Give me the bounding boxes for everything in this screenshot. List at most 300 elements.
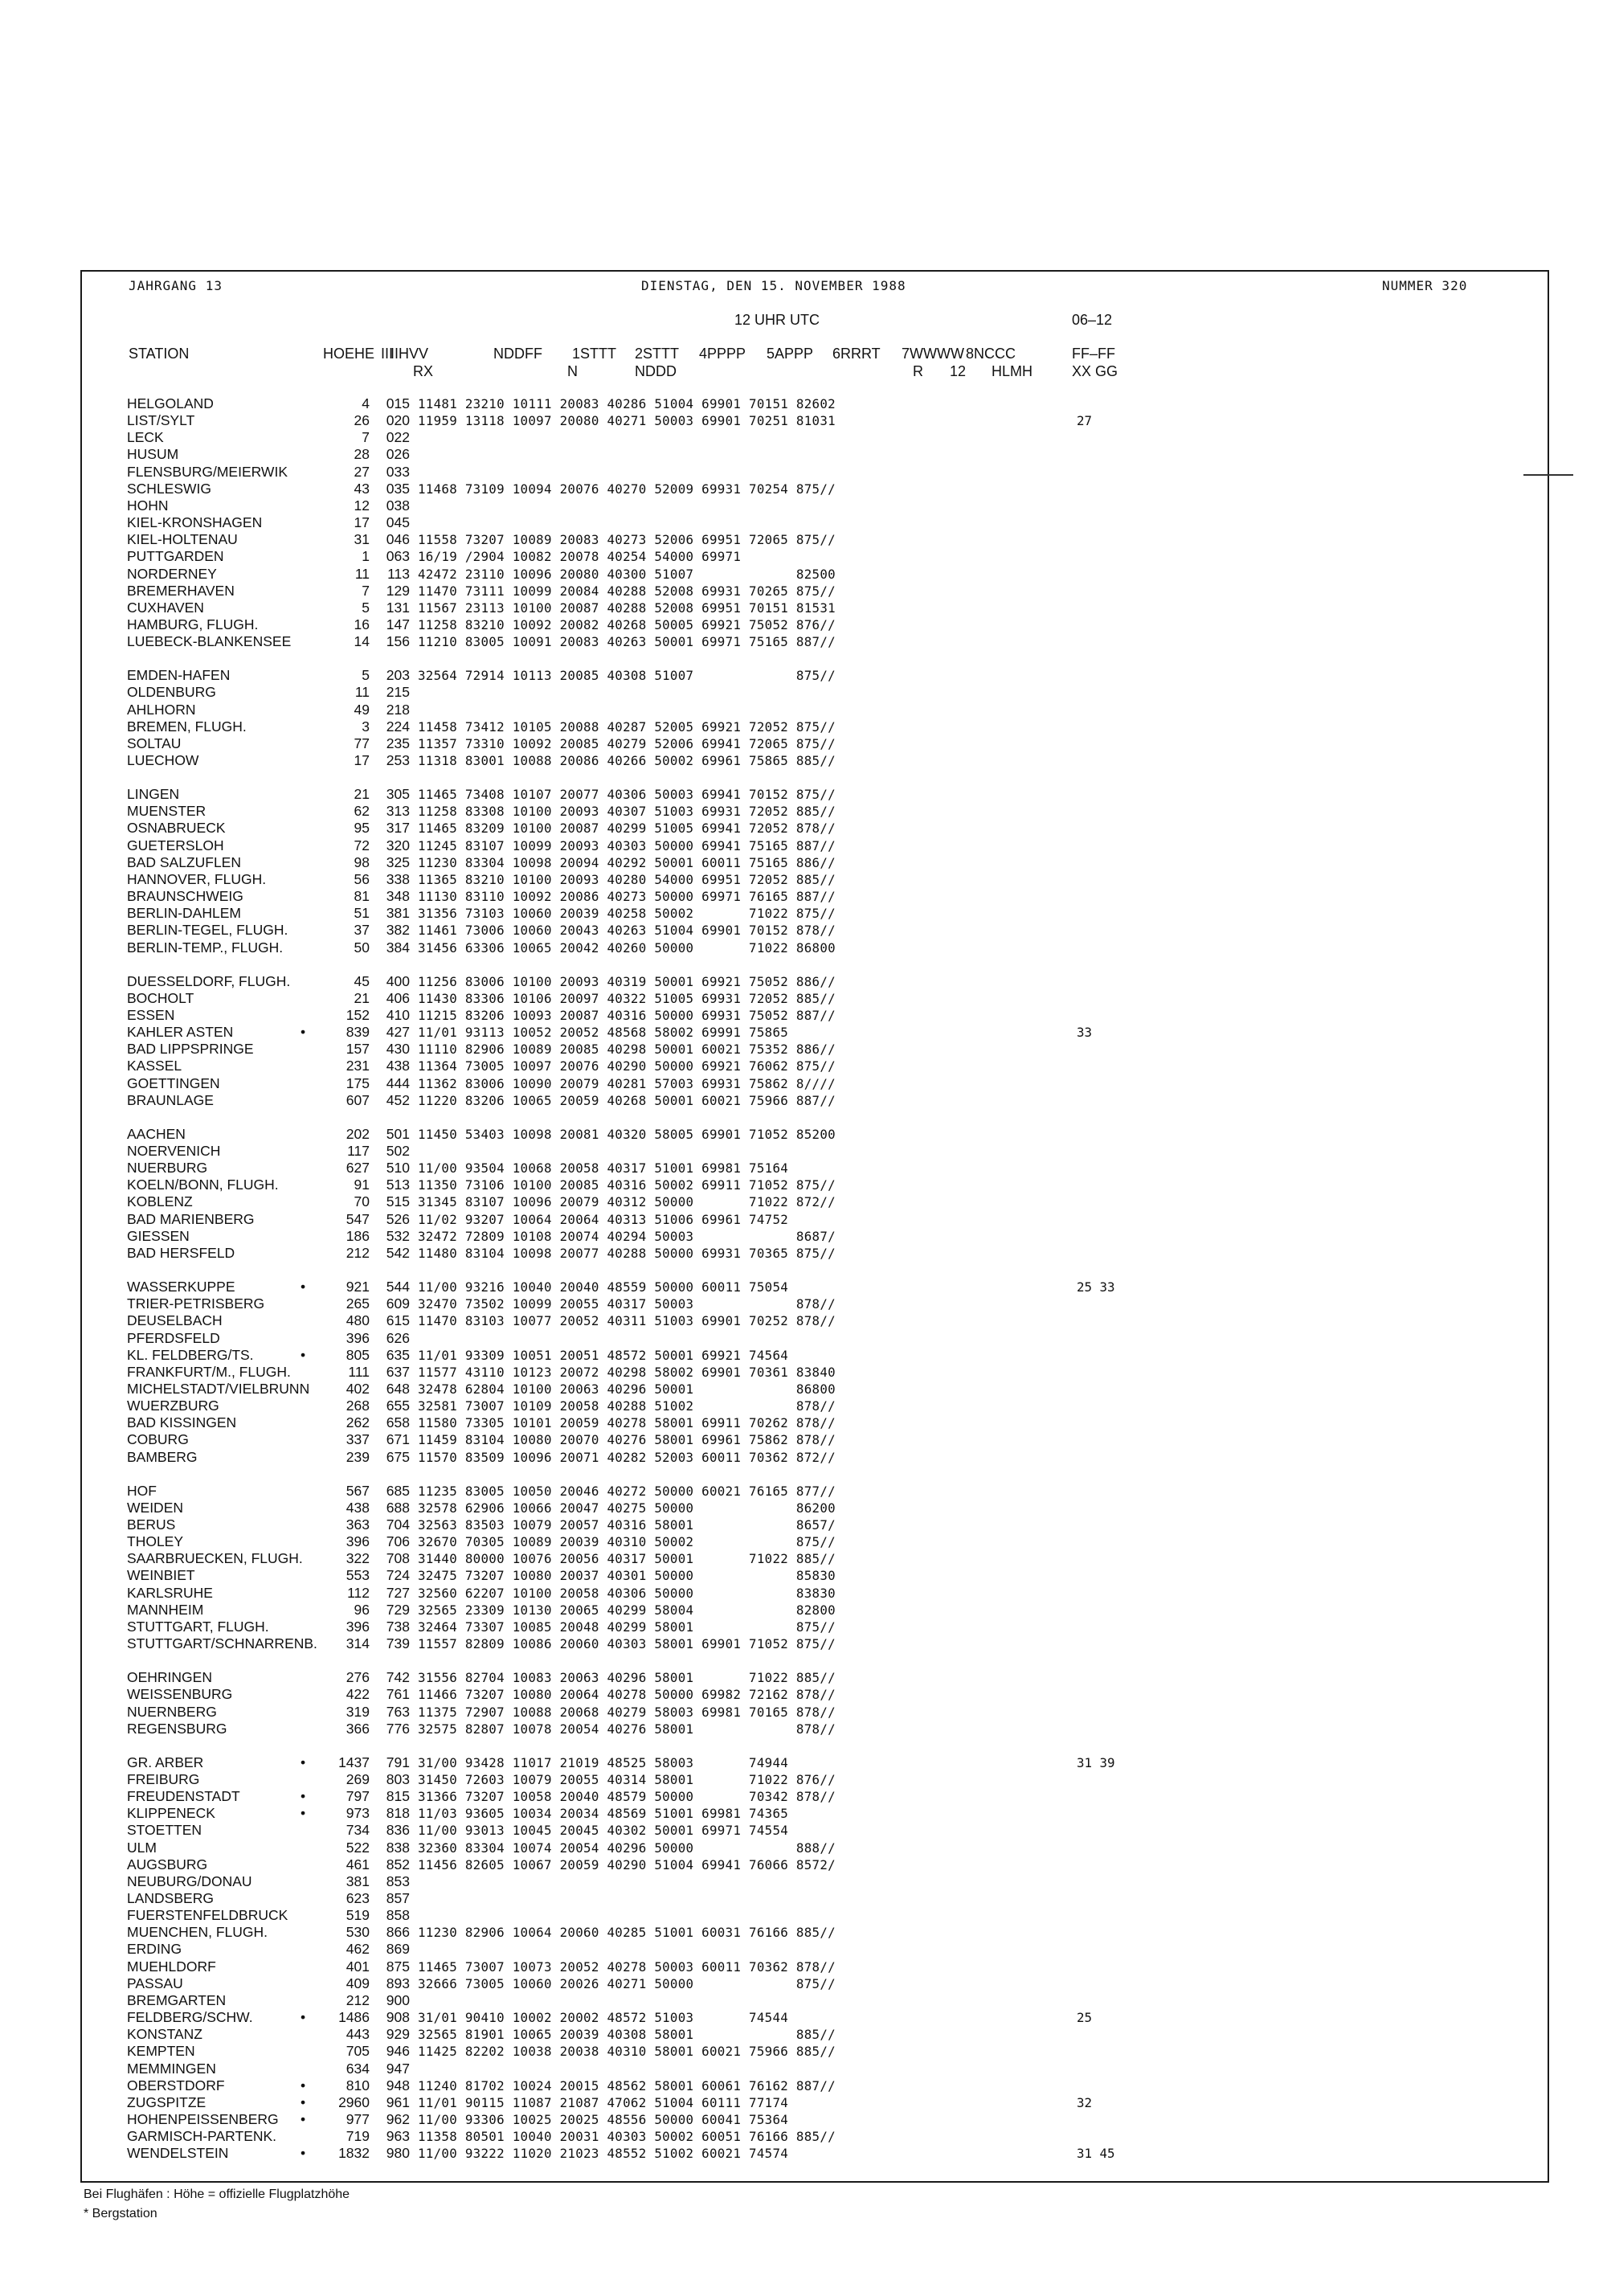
station-id: 671 [386, 1431, 410, 1448]
station-id: 727 [386, 1584, 410, 1601]
station-id: 510 [386, 1160, 410, 1177]
station-height: 402 [346, 1380, 370, 1397]
synop-data: 31556 82704 10083 20063 40296 58001 71022 885// [418, 1670, 836, 1686]
station-name: HOHN [127, 497, 169, 514]
mountain-station-marker-icon: • [301, 1754, 306, 1770]
synop-data: 11450 53403 10098 20081 40320 58005 69901 71052 85200 [418, 1126, 836, 1142]
station-id: 729 [386, 1601, 410, 1618]
column-header: 1STTT [572, 346, 617, 362]
station-name: GIESSEN [127, 1227, 190, 1244]
station-height: 95 [354, 820, 370, 837]
synop-data: 11240 81702 10024 20015 48562 58001 60061 76162 887// [418, 2077, 836, 2093]
station-height: 186 [346, 1227, 370, 1244]
station-height: 839 [346, 1024, 370, 1041]
station-height: 212 [346, 1991, 370, 2008]
station-height: 522 [346, 1839, 370, 1856]
station-name: WENDELSTEIN [127, 2145, 229, 2162]
footnote-mountain: * Bergstation [84, 2207, 157, 2220]
station-name: KONSTANZ [127, 2026, 202, 2043]
station-id: 685 [386, 1482, 410, 1499]
station-height: 1437 [338, 1754, 370, 1770]
station-height: 111 [348, 1363, 370, 1380]
station-height: 519 [346, 1907, 370, 1924]
station-id: 410 [386, 1006, 410, 1023]
station-height: 231 [346, 1058, 370, 1074]
synop-data: 11459 83104 10080 20070 40276 58001 69961 75862 878// [418, 1432, 836, 1448]
column-header: 7WWWW [902, 346, 964, 362]
station-name: KARLSRUHE [127, 1584, 213, 1601]
station-id: 384 [386, 939, 410, 956]
station-height: 547 [346, 1210, 370, 1227]
mountain-station-marker-icon: • [301, 2009, 306, 2026]
station-id: 738 [386, 1618, 410, 1635]
synop-data: 11456 82605 10067 20059 40290 51004 69941 76066 8572/ [418, 1856, 836, 1872]
station-name: HAMBURG, FLUGH. [127, 616, 259, 632]
station-id: 015 [386, 395, 410, 411]
station-height: 175 [346, 1074, 370, 1091]
synop-data: 11350 73106 10100 20085 40316 50002 69911 71052 875// [418, 1177, 836, 1193]
station-name: WASSERKUPPE [127, 1279, 235, 1295]
station-id: 218 [386, 701, 410, 718]
synop-data: 31356 73103 10060 20039 40258 50002 71022 875// [418, 906, 836, 922]
station-id: 452 [386, 1091, 410, 1108]
station-id: 526 [386, 1210, 410, 1227]
station-id: 320 [386, 837, 410, 853]
station-id: 430 [386, 1041, 410, 1058]
station-height: 734 [346, 1822, 370, 1839]
station-name: GR. ARBER [127, 1754, 204, 1770]
synop-data: 11580 73305 10101 20059 40278 58001 69911 70262 878// [418, 1415, 836, 1431]
station-height: 5 [362, 667, 370, 684]
mountain-station-marker-icon: • [301, 1024, 306, 1041]
station-height: 43 [354, 480, 370, 497]
mountain-station-marker-icon: • [301, 2145, 306, 2162]
station-height: 797 [346, 1788, 370, 1805]
column-header: 5APPP [767, 346, 814, 362]
station-height: 28 [354, 446, 370, 463]
station-name: MEMMINGEN [127, 2060, 216, 2077]
station-height: 1832 [338, 2145, 370, 2162]
station-height: 81 [354, 888, 370, 905]
station-id: 818 [386, 1805, 410, 1822]
station-name: PASSAU [127, 1975, 183, 1991]
synop-data: 32478 62804 10100 20063 40296 50001 86800 [418, 1381, 836, 1397]
station-name: KEMPTEN [127, 2043, 195, 2060]
station-height: 462 [346, 1941, 370, 1958]
synop-data: 32564 72914 10113 20085 40308 51007 875// [418, 668, 836, 684]
station-id: 963 [386, 2128, 410, 2145]
station-id: 875 [386, 1958, 410, 1975]
station-name: BAD MARIENBERG [127, 1210, 255, 1227]
station-name: FUERSTENFELDBRUCK [127, 1907, 288, 1924]
station-height: 269 [346, 1770, 370, 1787]
station-id: 803 [386, 1770, 410, 1787]
station-id: 658 [386, 1414, 410, 1431]
synop-data: 11/00 93013 10045 20045 40302 50001 69971 74554 [418, 1823, 789, 1839]
station-name: MUEHLDORF [127, 1958, 216, 1975]
station-id: 763 [386, 1703, 410, 1720]
synop-data: 32472 72809 10108 20074 40294 50003 8687/ [418, 1228, 836, 1244]
station-name: SAARBRUECKEN, FLUGH. [127, 1550, 303, 1567]
station-name: BERUS [127, 1516, 176, 1533]
station-height: 12 [354, 497, 370, 514]
synop-data: 32475 73207 10080 20037 40301 50000 85830 [418, 1568, 836, 1584]
station-id: 501 [386, 1125, 410, 1142]
synop-data: 11470 73111 10099 20084 40288 52008 69931 70265 875// [418, 583, 836, 599]
station-name: STOETTEN [127, 1822, 202, 1839]
synop-data: 11130 83110 10092 20086 40273 50000 69971 76165 887// [418, 889, 836, 905]
synop-data: 11458 73412 10105 20088 40287 52005 69921 72052 875// [418, 718, 836, 735]
station-name: BRAUNLAGE [127, 1091, 214, 1108]
station-height: 363 [346, 1516, 370, 1533]
sub-nddd: NDDD [635, 363, 677, 379]
synop-data: 11558 73207 10089 20083 40273 52006 69951 72065 875// [418, 532, 836, 548]
station-height: 62 [354, 803, 370, 820]
station-id: 742 [386, 1669, 410, 1686]
station-id: 253 [386, 752, 410, 768]
station-height: 96 [354, 1601, 370, 1618]
station-id: 791 [386, 1754, 410, 1770]
station-id: 815 [386, 1788, 410, 1805]
mountain-station-marker-icon: • [301, 1346, 306, 1363]
synop-data: 31440 80000 10076 20056 40317 50001 71022 885// [418, 1551, 836, 1567]
synop-data: 11/02 93207 10064 20064 40313 51006 69961 74752 [418, 1211, 789, 1227]
extra-values: 31 39 [1077, 1754, 1115, 1770]
station-name: HOHENPEISSENBERG [127, 2110, 279, 2127]
synop-data: 11567 23113 10100 20087 40288 52008 69951 70151 81531 [418, 600, 836, 616]
station-id: 045 [386, 514, 410, 531]
synop-data: 32581 73007 10109 20058 40288 51002 878// [418, 1398, 836, 1414]
station-height: 262 [346, 1414, 370, 1431]
synop-data: 11365 83210 10100 20093 40280 54000 69951 72052 885// [418, 871, 836, 887]
station-height: 422 [346, 1686, 370, 1703]
station-name: AACHEN [127, 1125, 186, 1142]
station-height: 4 [362, 395, 370, 411]
station-id: 908 [386, 2009, 410, 2026]
synop-data: 11230 82906 10064 20060 40285 51001 60031 76166 885// [418, 1925, 836, 1941]
station-id: 838 [386, 1839, 410, 1856]
station-name: ERDING [127, 1941, 182, 1958]
synop-data: 31456 63306 10065 20042 40260 50000 71022 86800 [418, 939, 836, 956]
synop-data: 11358 80501 10040 20031 40303 50002 60051 76166 885// [418, 2129, 836, 2145]
station-height: 265 [346, 1295, 370, 1312]
station-name: KIEL-KRONSHAGEN [127, 514, 263, 531]
column-header: 2STTT [635, 346, 680, 362]
sub-xxgg: XX GG [1072, 363, 1118, 379]
station-height: 50 [354, 939, 370, 956]
column-header: 8NCCC [966, 346, 1016, 362]
station-height: 239 [346, 1448, 370, 1465]
synop-data: 11357 73310 10092 20085 40279 52006 69941 72065 875// [418, 735, 836, 751]
station-name: SOLTAU [127, 735, 182, 751]
station-id: 836 [386, 1822, 410, 1839]
synop-data: 11235 83005 10050 20046 40272 50000 60021 76165 877// [418, 1483, 836, 1499]
station-name: ESSEN [127, 1006, 175, 1023]
station-height: 77 [354, 735, 370, 751]
station-height: 805 [346, 1346, 370, 1363]
station-height: 11 [354, 565, 370, 582]
station-height: 322 [346, 1550, 370, 1567]
station-id: 893 [386, 1975, 410, 1991]
station-height: 16 [354, 616, 370, 632]
station-height: 98 [354, 853, 370, 870]
synop-data: 31450 72603 10079 20055 40314 58001 71022 876// [418, 1771, 836, 1787]
station-height: 810 [346, 2077, 370, 2093]
station-name: AHLHORN [127, 701, 196, 718]
station-height: 152 [346, 1006, 370, 1023]
station-id: 980 [386, 2145, 410, 2162]
station-height: 17 [354, 752, 370, 768]
station-height: 366 [346, 1720, 370, 1737]
station-name: KL. FELDBERG/TS. [127, 1346, 254, 1363]
synop-data: 42472 23110 10096 20080 40300 51007 82500 [418, 566, 836, 582]
station-id: 400 [386, 972, 410, 989]
station-id: 542 [386, 1244, 410, 1261]
station-name: MICHELSTADT/VIELBRUNN [127, 1380, 310, 1397]
station-height: 51 [354, 905, 370, 922]
station-id: 203 [386, 667, 410, 684]
sub-n: N [567, 363, 578, 379]
station-height: 977 [346, 2110, 370, 2127]
station-name: COBURG [127, 1431, 189, 1448]
synop-data: 31/01 90410 10002 20002 48572 51003 74544 [418, 2010, 789, 2026]
station-name: LANDSBERG [127, 1890, 214, 1906]
station-name: BERLIN-TEMP., FLUGH. [127, 939, 284, 956]
synop-data: 11/00 93504 10068 20058 40317 51001 69981 75164 [418, 1160, 789, 1177]
synop-data: 11375 72907 10088 20068 40279 58003 69981 70165 878// [418, 1704, 836, 1720]
synop-data: 11466 73207 10080 20064 40278 50000 69982 72162 878// [418, 1687, 836, 1703]
station-height: 396 [346, 1618, 370, 1635]
station-name: REGENSBURG [127, 1720, 227, 1737]
station-height: 276 [346, 1669, 370, 1686]
station-id: 020 [386, 412, 410, 429]
synop-data: 11/00 93216 10040 20040 48559 50000 60011 75054 [418, 1279, 789, 1295]
station-height: 401 [346, 1958, 370, 1975]
station-id: 961 [386, 2093, 410, 2110]
station-id: 532 [386, 1227, 410, 1244]
synop-data: 11220 83206 10065 20059 40268 50001 60021 75966 887// [418, 1092, 836, 1108]
station-height: 627 [346, 1160, 370, 1177]
synop-data: 11959 13118 10097 20080 40271 50003 69901 70251 81031 [418, 413, 836, 429]
station-height: 314 [346, 1635, 370, 1652]
station-height: 27 [354, 463, 370, 480]
synop-data: 11470 83103 10077 20052 40311 51003 69901 70252 878// [418, 1313, 836, 1329]
station-height: 623 [346, 1890, 370, 1906]
station-name: GOETTINGEN [127, 1074, 220, 1091]
station-id: 615 [386, 1312, 410, 1329]
station-name: BAMBERG [127, 1448, 198, 1465]
column-header: 6RRRT [832, 346, 881, 362]
station-id: 129 [386, 582, 410, 599]
station-id: 708 [386, 1550, 410, 1567]
station-id: 063 [386, 548, 410, 565]
extra-values: 25 33 [1077, 1279, 1115, 1295]
station-name: HUSUM [127, 446, 179, 463]
synop-data: 11210 83005 10091 20083 40263 50001 69971 75165 887// [418, 634, 836, 650]
station-name: LUEBECK-BLANKENSEE [127, 633, 292, 650]
synop-data: 11468 73109 10094 20076 40270 52009 69931 70254 875// [418, 481, 836, 497]
station-height: 56 [354, 870, 370, 887]
synop-data: 32470 73502 10099 20055 40317 50003 878// [418, 1296, 836, 1312]
sub-r: R [913, 363, 923, 379]
station-name: NEUBURG/DONAU [127, 1872, 252, 1889]
station-id: 947 [386, 2060, 410, 2077]
station-id: 035 [386, 480, 410, 497]
station-name: PFERDSFELD [127, 1329, 220, 1346]
station-height: 21 [354, 786, 370, 803]
synop-data: 11430 83306 10106 20097 40322 51005 69931 72052 885// [418, 990, 836, 1006]
synop-data: 32563 83503 10079 20057 40316 58001 8657/ [418, 1517, 836, 1533]
synop-data: 32670 70305 10089 20039 40310 50002 875// [418, 1534, 836, 1550]
station-name: KOBLENZ [127, 1193, 193, 1210]
station-height: 5 [362, 599, 370, 616]
station-name: BREMERHAVEN [127, 582, 235, 599]
station-name: HANNOVER, FLUGH. [127, 870, 267, 887]
synop-data: 32565 81901 10065 20039 40308 58001 885// [418, 2027, 836, 2043]
synop-data: 11461 73006 10060 20043 40263 51004 69901 70152 878// [418, 923, 836, 939]
synop-data: 11577 43110 10123 20072 40298 58002 69901 70361 83840 [418, 1364, 836, 1380]
station-id: 305 [386, 786, 410, 803]
synop-data: 32575 82807 10078 20054 40276 58001 878// [418, 1721, 836, 1737]
mountain-station-marker-icon: • [301, 2093, 306, 2110]
extra-values: 31 45 [1077, 2146, 1115, 2162]
station-height: 1486 [338, 2009, 370, 2026]
synop-data: 11/00 93222 11020 21023 48552 51002 60021 74574 [418, 2146, 789, 2162]
station-height: 438 [346, 1499, 370, 1516]
station-name: DEUSELBACH [127, 1312, 223, 1329]
station-header: STATION [129, 346, 190, 362]
synop-data: 11362 83006 10090 20079 40281 57003 69931 75862 8//// [418, 1075, 836, 1091]
station-name: LECK [127, 429, 164, 446]
footnote-airport: Bei Flughäfen : Höhe = offizielle Flugplatzhöhe [84, 2188, 350, 2201]
synop-data: 11/03 93605 10034 20034 48569 51001 69981 74365 [418, 1806, 789, 1822]
station-id: 382 [386, 922, 410, 939]
station-height: 45 [354, 972, 370, 989]
synop-data: 11258 83210 10092 20082 40268 50005 69921 75052 876// [418, 616, 836, 632]
station-height: 396 [346, 1533, 370, 1550]
station-name: BERLIN-TEGEL, FLUGH. [127, 922, 288, 939]
station-name: BREMEN, FLUGH. [127, 718, 247, 735]
station-height: 607 [346, 1091, 370, 1108]
mountain-station-marker-icon: • [301, 2110, 306, 2127]
station-name: BAD SALZUFLEN [127, 853, 241, 870]
synop-data: 11480 83104 10098 20077 40288 50000 69931 70365 875// [418, 1245, 836, 1261]
synop-data: 32578 62906 10066 20047 40275 50000 86200 [418, 1500, 836, 1516]
station-id: 338 [386, 870, 410, 887]
nummer-label: NUMMER 320 [1382, 278, 1468, 293]
station-name: KOELN/BONN, FLUGH. [127, 1177, 279, 1193]
synop-data: 32560 62207 10100 20058 40306 50000 83830 [418, 1585, 836, 1601]
station-id: 776 [386, 1720, 410, 1737]
station-id: 544 [386, 1279, 410, 1295]
synop-data: 11364 73005 10097 20076 40290 50000 69921 76062 875// [418, 1058, 836, 1074]
margin-mark [1523, 474, 1573, 476]
station-id: 948 [386, 2077, 410, 2093]
station-height: 21 [354, 989, 370, 1006]
station-id: 038 [386, 497, 410, 514]
station-id: 325 [386, 853, 410, 870]
ff-header: FF–FF [1072, 346, 1115, 362]
station-id: 688 [386, 1499, 410, 1516]
station-id: 704 [386, 1516, 410, 1533]
station-name: MUENSTER [127, 803, 206, 820]
mountain-station-marker-icon: • [301, 2077, 306, 2093]
station-name: MANNHEIM [127, 1601, 204, 1618]
iii-header: III [381, 346, 394, 362]
station-height: 7 [362, 582, 370, 599]
hoehe-header: HOEHE [323, 346, 375, 362]
column-header: IIHVV [391, 346, 429, 362]
station-name: OEHRINGEN [127, 1669, 212, 1686]
station-name: WEIDEN [127, 1499, 183, 1516]
synop-data: 11245 83107 10099 20093 40303 50000 69941 75165 887// [418, 837, 836, 853]
station-height: 72 [354, 837, 370, 853]
column-header: 4PPPP [699, 346, 746, 362]
synop-data: 11465 73007 10073 20052 40278 50003 60011 70362 878// [418, 1958, 836, 1975]
station-name: BOCHOLT [127, 989, 194, 1006]
synop-data: 11570 83509 10096 20071 40282 52003 60011 70362 872// [418, 1449, 836, 1465]
station-name: FRANKFURT/M., FLUGH. [127, 1363, 291, 1380]
station-name: DUESSELDORF, FLUGH. [127, 972, 291, 989]
station-id: 857 [386, 1890, 410, 1906]
station-id: 515 [386, 1193, 410, 1210]
station-id: 046 [386, 531, 410, 548]
station-name: FREUDENSTADT [127, 1788, 240, 1805]
synop-data: 11/01 93113 10052 20052 48568 58002 69991 75865 [418, 1025, 789, 1041]
station-height: 443 [346, 2026, 370, 2043]
station-id: 406 [386, 989, 410, 1006]
synop-data: 11465 83209 10100 20087 40299 51005 69941 72052 878// [418, 821, 836, 837]
station-height: 31 [354, 531, 370, 548]
time-label: 12 UHR UTC [734, 312, 820, 328]
station-name: NOERVENICH [127, 1143, 221, 1159]
synop-data: 11318 83001 10088 20086 40266 50002 69961 75865 885// [418, 753, 836, 768]
extra-values: 33 [1077, 1025, 1093, 1041]
synop-data: 11256 83006 10100 20093 40319 50001 69921 75052 886// [418, 973, 836, 989]
synop-data: 11/00 93306 10025 20025 48556 50000 60041 75364 [418, 2111, 789, 2127]
synop-data: 11258 83308 10100 20093 40307 51003 69931 72052 885// [418, 804, 836, 820]
station-id: 502 [386, 1143, 410, 1159]
station-name: FELDBERG/SCHW. [127, 2009, 253, 2026]
station-id: 724 [386, 1567, 410, 1584]
station-id: 946 [386, 2043, 410, 2060]
mountain-station-marker-icon: • [301, 1805, 306, 1822]
station-height: 37 [354, 922, 370, 939]
station-height: 1 [362, 548, 370, 565]
synop-data: 32464 73307 10085 20048 40299 58001 875// [418, 1619, 836, 1635]
synop-data: 11481 23210 10111 20083 40286 51004 69901 70151 82602 [418, 396, 836, 411]
station-height: 567 [346, 1482, 370, 1499]
station-name: OBERSTDORF [127, 2077, 225, 2093]
station-id: 313 [386, 803, 410, 820]
station-id: 866 [386, 1924, 410, 1941]
mountain-station-marker-icon: • [301, 1788, 306, 1805]
synop-data: 31366 73207 10058 20040 48579 50000 70342 878// [418, 1789, 836, 1805]
station-name: BREMGARTEN [127, 1991, 227, 2008]
station-name: BRAUNSCHWEIG [127, 888, 243, 905]
station-id: 033 [386, 463, 410, 480]
station-id: 869 [386, 1941, 410, 1958]
station-height: 480 [346, 1312, 370, 1329]
station-name: KLIPPENECK [127, 1805, 215, 1822]
station-name: BAD LIPPSPRINGE [127, 1041, 254, 1058]
station-height: 202 [346, 1125, 370, 1142]
station-id: 637 [386, 1363, 410, 1380]
station-height: 14 [354, 633, 370, 650]
station-name: ULM [127, 1839, 157, 1856]
station-id: 761 [386, 1686, 410, 1703]
station-id: 706 [386, 1533, 410, 1550]
